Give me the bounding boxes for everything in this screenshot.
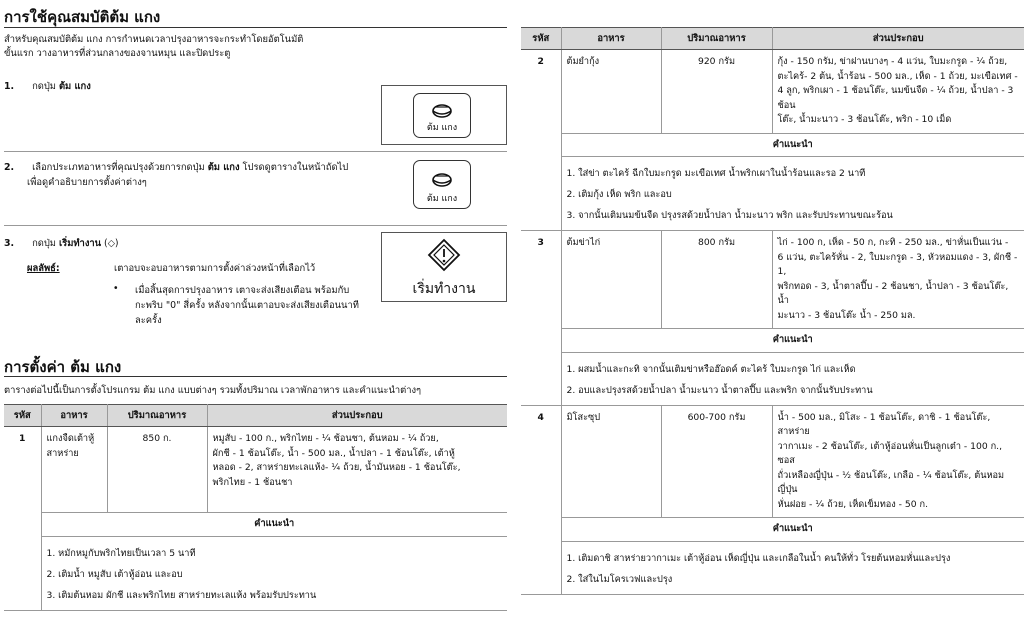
step-2-divider xyxy=(4,225,507,226)
header-code: รหัส xyxy=(4,405,41,427)
tip-line: 2. เติมกุ้ง เห็ด พริก และอบ xyxy=(566,189,672,200)
header-amount: ปริมาณอาหาร xyxy=(107,405,207,427)
row-amount: 600-700 กรัม xyxy=(661,405,772,518)
row-ingredients xyxy=(207,427,507,513)
step-3-text xyxy=(4,236,119,251)
bullet-line-1: เมื่อสิ้นสุดการปรุงอาหาร เตาจะส่งเสียงเตือน พร้อมกับ xyxy=(135,285,350,296)
ingredient-line: โต๊ะ, น้ำมะนาว - 3 ช้อนโต๊ะ, พริก - 10 เม็ด xyxy=(777,114,952,125)
ingredient-line: 6 แว่น, ตะไคร้หั่น - 2, ใบมะกรูด - 3, หัวหอมแดง - 3, ผักชี - 1, xyxy=(777,251,1018,277)
row-amount: 850 ก. xyxy=(107,427,207,513)
row-ingredients xyxy=(772,405,1024,518)
start-button-label: เริ่มทำงาน xyxy=(412,281,476,297)
step-3-button-name: เริ่มทำงาน xyxy=(58,238,102,249)
step-2-number: 2. xyxy=(4,162,15,173)
tip-line: 3. จากนั้นเติมนมข้นจืด ปรุงรสด้วยน้ำปลา น้ำมะนาว พริก และรับประทานขณะร้อน xyxy=(566,210,893,221)
tip-line: 1. หมักหมูกับพริกไทยเป็นเวลา 5 นาที xyxy=(46,547,196,559)
tips-header-row xyxy=(521,329,1024,353)
step-2-line-2: เพื่อดูคำอธิบายการตั้งค่าต่างๆ xyxy=(27,177,147,188)
header-ingredients: ส่วนประกอบ xyxy=(207,405,507,427)
row-code: 1 xyxy=(4,427,41,611)
section1-divider xyxy=(4,27,507,28)
section2-divider xyxy=(4,376,507,377)
row-amount: 800 กรัม xyxy=(661,231,772,329)
step-3-prefix: กดปุ่ม xyxy=(32,238,59,249)
tip-line: 3. เติมต้นหอม ผักชี และพริกไทย สาหร่ายทะเลแห้ง พร้อมรับประทาน xyxy=(46,589,317,601)
ingredient-line: ถั่วเหลืองญี่ปุ่น - ½ ช้อนโต๊ะ, เกลือ - ¼ ช้อนโต๊ะ, ต้นหอมญี่ปุ่น xyxy=(777,469,1005,495)
soup-button-2[interactable] xyxy=(413,160,471,209)
tips-row xyxy=(4,536,507,610)
step-2-prefix: เลือกประเภทอาหารที่คุณปรุงด้วยการกดปุ่ม xyxy=(32,162,208,173)
row-food: มิโสะซุป xyxy=(561,405,661,518)
step-2-text xyxy=(4,160,348,190)
pot-icon xyxy=(414,167,470,191)
row-code: 2 xyxy=(521,50,561,231)
pot-icon xyxy=(414,98,470,122)
ingredient-line: หั่นฝอย - ¼ ถ้วย, เห็ดเข็มทอง - 50 ก. xyxy=(777,498,928,510)
table-header-row xyxy=(521,28,1024,50)
row-ingredients xyxy=(772,50,1024,134)
step-1-divider xyxy=(4,151,507,152)
step-2-button-name: ต้ม แกง xyxy=(207,162,240,173)
ingredient-line: ไก่ - 100 ก, เห็ด - 50 ก, กะทิ - 250 มล., ข่าหั่นเป็นแว่น - xyxy=(777,237,1009,248)
section1-intro xyxy=(4,33,504,61)
ingredient-line: หลอด - 2, สาหร่ายทะเลแห้ง- ¼ ถ้วย, น้ำมันหอย - 1 ช้อนโต๊ะ, xyxy=(212,462,461,473)
table-row xyxy=(521,231,1024,329)
row-food: ต้มข่าไก่ xyxy=(561,231,661,329)
section2-intro: ตารางต่อไปนี้เป็นการตั้งโปรแกรม ต้ม แกง แบบต่างๆ รวมทั้งปริมาณ เวลาพักอาหาร และคำแนะนำต่างๆ xyxy=(4,385,422,396)
start-button[interactable] xyxy=(381,232,507,302)
ingredient-line: ผักชี - 1 ช้อนโต๊ะ, น้ำ - 500 มล., น้ำปลา - 1 ช้อนโต๊ะ, เต้าหู้ xyxy=(212,447,455,459)
ingredient-line: หมูสับ - 100 ก., พริกไทย - ¼ ช้อนชา, ต้นหอม - ¼ ถ้วย, xyxy=(212,433,439,444)
step-1-button-name: ต้ม แกง xyxy=(58,81,91,92)
step-1-prefix: กดปุ่ม xyxy=(32,81,59,92)
ingredient-line: น้ำ - 500 มล., มิโสะ - 1 ช้อนโต๊ะ, ดาชิ - 1 ช้อนโต๊ะ, สาหร่าย xyxy=(777,411,991,437)
tips-header: คำแนะนำ xyxy=(561,518,1024,542)
ingredient-line: 4 ลูก, พริกเผา - 1 ช้อนโต๊ะ, นมข้นจืด - ¼ ถ้วย, น้ำปลา - 3 ช้อน xyxy=(777,85,1014,111)
ingredient-line: พริกทอด - 3, น้ำตาลปี๊บ - 2 ช้อนชา, น้ำปลา - 3 ช้อนโต๊ะ, น้ำ xyxy=(777,280,1009,306)
tips-header: คำแนะนำ xyxy=(561,329,1024,353)
left-settings-table xyxy=(4,404,507,611)
bullet-line-2: กะพริบ "0" สี่ครั้ง หลังจากนั้นเตาอบจะส่งเสียงเตือนนาที xyxy=(135,300,359,311)
section1-title: การใช้คุณสมบัติต้ม แกง xyxy=(4,8,161,26)
tips-header: คำแนะนำ xyxy=(561,133,1024,157)
tips-cell xyxy=(561,157,1024,231)
result-label: ผลลัพธ์: xyxy=(27,263,60,274)
ingredient-line: กุ้ง - 150 กรัม, ข่าฝานบางๆ - 4 แว่น, ใบมะกรูด - ¼ ถ้วย, xyxy=(777,56,1008,67)
ingredient-line: ตะไคร้- 2 ต้น, น้ำร้อน - 500 มล., เห็ด - 1 ถ้วย, มะเขือเทศ - xyxy=(777,70,1018,82)
soup-button[interactable] xyxy=(413,93,471,138)
step-1-number: 1. xyxy=(4,81,15,92)
header-food: อาหาร xyxy=(561,28,661,50)
tip-line: 2. ใส่ในไมโครเวฟและปรุง xyxy=(566,573,673,585)
row-code: 4 xyxy=(521,405,561,594)
start-diamond-icon xyxy=(382,237,506,273)
ingredient-line: พริกไทย - 1 ช้อนชา xyxy=(212,476,293,488)
row-ingredients xyxy=(772,231,1024,329)
bullet-line-3: ละครั้ง xyxy=(135,315,162,326)
tips-header: คำแนะนำ xyxy=(41,513,507,537)
tips-cell xyxy=(41,536,507,610)
tips-cell xyxy=(561,352,1024,405)
ingredient-line: มะนาว - 3 ช้อนโต๊ะ น้ำ - 250 มล. xyxy=(777,309,916,321)
bullet-mark: • xyxy=(113,283,119,294)
intro-line-1: สำหรับคุณสมบัติต้ม แกง การกำหนดเวลาปรุงอาหารจะกระทำโดยอัตโนมัติ xyxy=(4,34,304,45)
header-ingredients: ส่วนประกอบ xyxy=(772,28,1024,50)
header-food: อาหาร xyxy=(41,405,107,427)
table-row xyxy=(4,427,507,513)
tips-header-row xyxy=(521,518,1024,542)
step-2-suffix: โปรดดูตารางในหน้าถัดไป xyxy=(239,162,349,173)
soup-button-label: ต้ม แกง xyxy=(426,123,458,133)
table-row xyxy=(521,50,1024,134)
result-block xyxy=(27,261,60,276)
step-3-number: 3. xyxy=(4,238,15,249)
right-settings-table xyxy=(521,27,1024,595)
tip-line: 1. เติมดาชิ สาหร่ายวากาเมะ เต้าหู้อ่อน เห็ดญี่ปุ่น และเกลือในน้ำ คนให้ทั่ว โรยต้นหอมหั่นและปรุง xyxy=(566,552,951,564)
row-food xyxy=(41,427,107,513)
table-row xyxy=(521,405,1024,518)
row-code: 3 xyxy=(521,231,561,406)
tip-line: 2. อบและปรุงรสด้วยน้ำปลา น้ำมะนาว น้ำตาลปี๊บ และพริก จากนั้นรับประทาน xyxy=(566,384,873,396)
tip-line: 1. ผสมน้ำและกะทิ จากนั้นเติมข่าหรือฮ๊อดค์ ตะไคร้ ใบมะกรูด ไก่ และเห็ด xyxy=(566,363,856,375)
section2-title: การตั้งค่า ต้ม แกง xyxy=(4,358,122,376)
row-amount: 920 กรัม xyxy=(661,50,772,134)
soup-button-2-label: ต้ม แกง xyxy=(426,194,458,204)
table-header-row xyxy=(4,405,507,427)
header-code: รหัส xyxy=(521,28,561,50)
tip-line: 2. เติมน้ำ หมูสับ เต้าหู้อ่อน และอบ xyxy=(46,568,183,580)
intro-line-2: ขั้นแรก วางอาหารที่ส่วนกลางของจานหมุน และปิดประตู xyxy=(4,48,231,59)
food-line: แกงจืดเต้าหู้ xyxy=(46,433,95,444)
bullet-text xyxy=(135,283,359,328)
ingredient-line: วากาเมะ - 2 ช้อนโต๊ะ, เต้าหู้อ่อนหั่นเป็นลูกเต๋า - 100 ก., ซอส xyxy=(777,440,1003,466)
tips-header-row xyxy=(4,513,507,537)
step-3-suffix: (◇) xyxy=(101,238,119,249)
tips-row xyxy=(521,352,1024,405)
result-text: เตาอบจะอบอาหารตามการตั้งค่าล่วงหน้าที่เลือกไว้ xyxy=(114,263,316,274)
tips-row xyxy=(521,541,1024,594)
header-amount: ปริมาณอาหาร xyxy=(661,28,772,50)
tips-header-row xyxy=(521,133,1024,157)
row-food: ต้มยำกุ้ง xyxy=(561,50,661,134)
food-line: สาหร่าย xyxy=(46,447,79,459)
step-1-text xyxy=(4,79,91,94)
tips-row xyxy=(521,157,1024,231)
tips-cell xyxy=(561,541,1024,594)
tip-line: 1. ใส่ข่า ตะไคร้ ฉีกใบมะกรูด มะเขือเทศ น้ำพริกเผาในน้ำร้อนและรอ 2 นาที xyxy=(566,168,866,179)
